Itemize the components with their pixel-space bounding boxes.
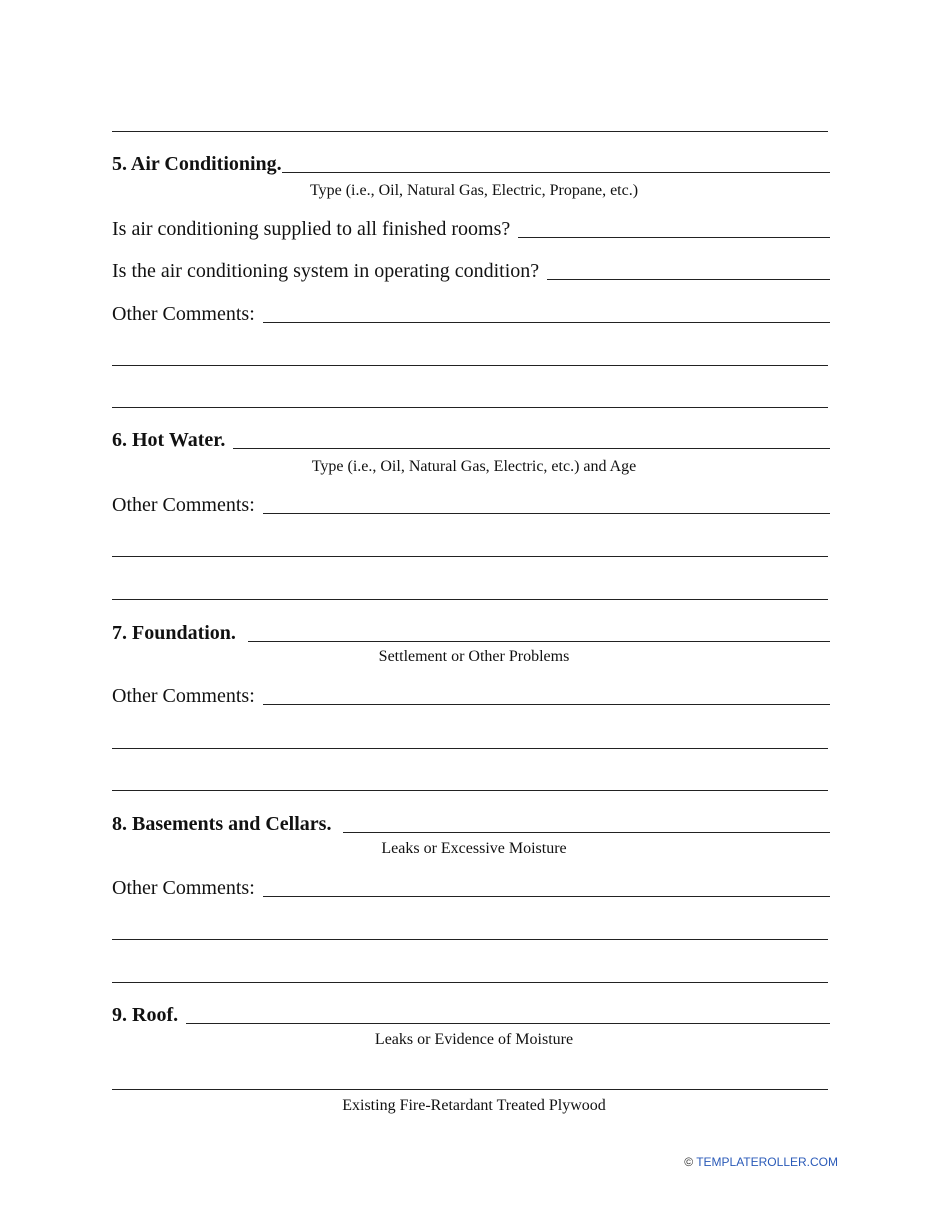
templateroller-footer [684,1155,838,1169]
hw-comments-label: Other Comments: [112,494,255,516]
hot-water-title: 6. Hot Water. [112,429,226,451]
roof-caption: Leaks or Evidence of Moisture [374,1031,574,1048]
fd-comments-row [112,685,830,707]
hot-water-row [112,429,830,451]
bs-comments-line-3[interactable] [112,982,828,983]
fd-comments-line-2[interactable] [112,748,828,749]
basements-row [112,813,830,835]
ac-comments-line-2[interactable] [112,365,828,366]
ac-comments-row [112,303,830,325]
roof-row [112,1004,830,1026]
ac-all-rooms-field[interactable] [518,236,830,238]
ac-comments-field[interactable] [263,321,830,323]
ac-all-rooms-question: Is air conditioning supplied to all finished rooms? [112,218,511,240]
basements-field[interactable] [343,831,830,833]
ac-operating-field[interactable] [547,278,830,280]
foundation-row [112,622,830,644]
hot-water-caption: Type (i.e., Oil, Natural Gas, Electric, etc.) and Age [311,458,637,475]
ac-operating-row [112,260,830,282]
basements-title: 8. Basements and Cellars. [112,813,332,835]
blank-line-top[interactable] [112,131,828,132]
ac-all-rooms-row [112,218,830,240]
hw-comments-field[interactable] [263,512,830,514]
air-conditioning-caption: Type (i.e., Oil, Natural Gas, Electric, Propane, etc.) [309,182,639,199]
foundation-title: 7. Foundation. [112,622,236,644]
bs-comments-row [112,877,830,899]
air-conditioning-type-field[interactable] [282,171,830,173]
bs-comments-line-2[interactable] [112,939,828,940]
roof-title: 9. Roof. [112,1004,179,1026]
hw-comments-line-2[interactable] [112,556,828,557]
ac-comments-line-3[interactable] [112,407,828,408]
air-conditioning-title: 5. Air Conditioning. [112,153,282,175]
ac-comments-label: Other Comments: [112,303,255,325]
plywood-line[interactable] [112,1089,828,1090]
hot-water-type-field[interactable] [233,447,830,449]
fd-comments-field[interactable] [263,703,830,705]
hw-comments-line-3[interactable] [112,599,828,600]
templateroller-link[interactable]: TEMPLATEROLLER.COM [696,1155,838,1169]
ac-operating-question: Is the air conditioning system in operating condition? [112,260,540,282]
hw-comments-row [112,494,830,516]
foundation-field[interactable] [248,640,830,642]
foundation-caption: Settlement or Other Problems [378,648,570,665]
roof-field[interactable] [186,1022,830,1024]
fd-comments-label: Other Comments: [112,685,255,707]
copyright-symbol: © [684,1155,694,1169]
plywood-caption: Existing Fire-Retardant Treated Plywood [342,1097,606,1114]
air-conditioning-row [112,153,830,175]
fd-comments-line-3[interactable] [112,790,828,791]
bs-comments-label: Other Comments: [112,877,255,899]
bs-comments-field[interactable] [263,895,830,897]
basements-caption: Leaks or Excessive Moisture [381,840,567,857]
